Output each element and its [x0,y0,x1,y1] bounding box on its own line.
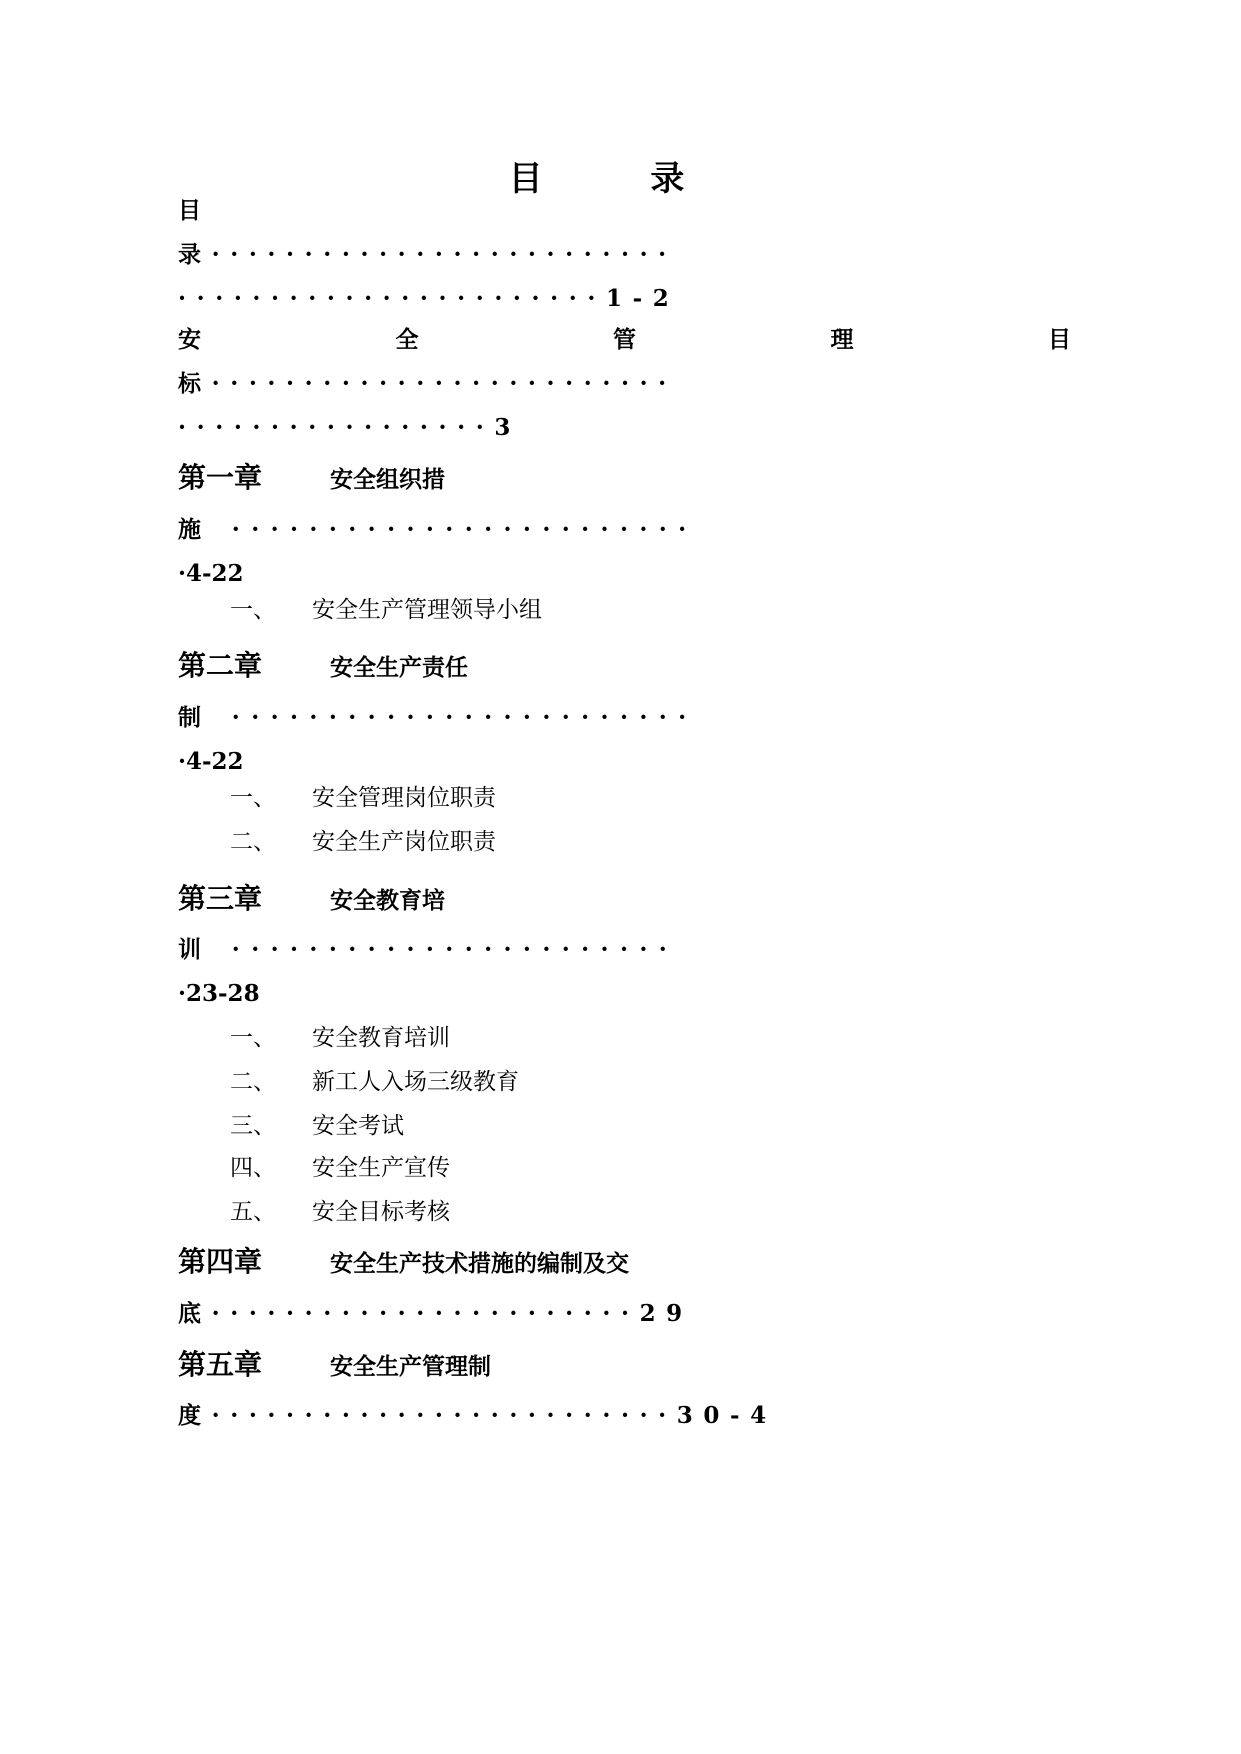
chapter-1-text: 安全组织措 [330,466,445,493]
goals-char: 管 [613,326,636,353]
page-title: 目 录 [508,159,733,199]
chapter-5-line2: 度·························30-4 [178,1402,777,1429]
chapter-2-label: 第二章 [178,649,263,682]
chapter-1-line3: ·4-22 [178,560,244,587]
toc-entry-mulu-line1: 目 [178,197,201,224]
item-number: 一、 [230,597,276,623]
goals-char: 安 [178,326,201,353]
chapter-3-line2: 训 ······················· [178,936,679,963]
chapter-1-label: 第一章 [178,461,263,494]
item-number: 四、 [230,1155,276,1181]
chapter-2-text: 安全生产责任 [330,654,468,681]
chapter-3-line3: ·23-28 [178,980,260,1007]
chapter-2-line2: 制 ························ [178,704,698,731]
chapter-5-heading [178,1350,491,1382]
toc-entry-mulu-line3: ·······················1-2 [178,285,680,312]
chapter-1-heading [178,463,445,495]
goals-char: 全 [395,326,419,353]
chapter-4-label: 第四章 [178,1245,263,1278]
chapter-3-label: 第三章 [178,882,263,915]
toc-entry-goals-line1 [178,325,1071,355]
toc-entry-mulu-line2: 录························· [178,241,677,268]
chapter-4-text: 安全生产技术措施的编制及交 [330,1250,629,1277]
item-number: 一、 [230,785,276,811]
goals-char: 理 [830,326,854,353]
item-text: 安全管理岗位职责 [312,785,496,811]
chapter-5-text: 安全生产管理制 [330,1353,491,1380]
chapter-3-text: 安全教育培 [330,887,445,914]
chapter-2-item [230,783,496,813]
chapter-3-item [230,1067,519,1097]
chapter-3-item [230,1111,404,1141]
chapter-3-item [230,1153,450,1183]
chapter-5-label: 第五章 [178,1348,263,1381]
item-text: 安全目标考核 [312,1199,450,1225]
chapter-1-item [230,595,542,625]
chapter-4-heading [178,1247,629,1279]
chapter-1-line2: 施 ························ [178,516,698,543]
goals-char: 目 [1048,326,1071,353]
toc-entry-goals-line2: 标························· [178,370,677,397]
item-number: 五、 [230,1199,276,1225]
item-text: 安全教育培训 [312,1025,450,1051]
item-number: 二、 [230,829,276,855]
chapter-2-item [230,827,496,857]
item-number: 二、 [230,1069,276,1095]
item-text: 安全生产管理领导小组 [312,597,542,623]
item-number: 三、 [230,1113,276,1139]
chapter-4-line2: 底·······················29 [178,1300,693,1327]
chapter-3-item [230,1023,450,1053]
chapter-2-line3: ·4-22 [178,748,244,775]
item-text: 安全考试 [312,1113,404,1139]
toc-entry-goals-line3: ·················3 [178,414,521,441]
item-number: 一、 [230,1025,276,1051]
chapter-3-item [230,1197,450,1227]
item-text: 安全生产岗位职责 [312,829,496,855]
item-text: 新工人入场三级教育 [312,1069,519,1095]
item-text: 安全生产宣传 [312,1155,450,1181]
chapter-3-heading [178,884,445,916]
chapter-2-heading [178,651,468,683]
